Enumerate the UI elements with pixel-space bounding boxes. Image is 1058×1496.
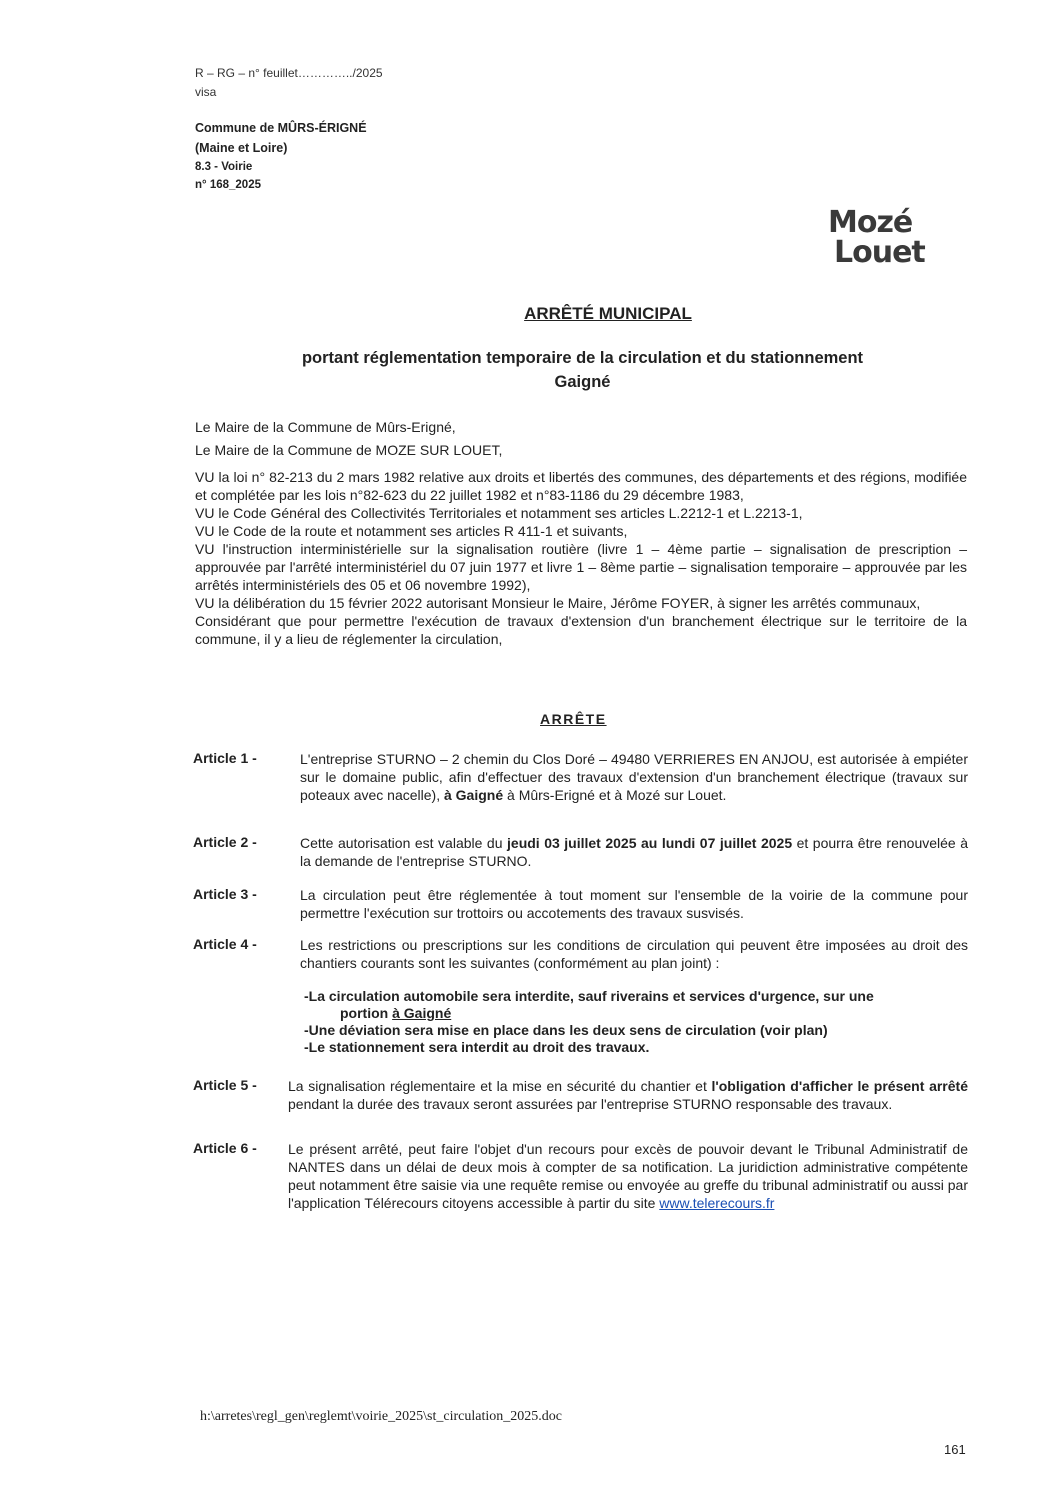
logo-line-1: Mozé bbox=[828, 205, 913, 240]
moze-louet-logo bbox=[828, 205, 925, 280]
article-5-post: pendant la durée des travaux seront assurées par l'entreprise STURNO responsable des travaux. bbox=[288, 1096, 893, 1112]
arrete-number: n° 168_2025 bbox=[195, 179, 261, 191]
telerecours-link[interactable]: www.telerecours.fr bbox=[659, 1195, 775, 1211]
subtitle-line-1: portant réglementation temporaire de la circulation et du stationnement bbox=[301, 349, 864, 367]
page-number: 161 bbox=[944, 1442, 966, 1457]
intro-maire-1: Le Maire de la Commune de Mûrs-Erigné, bbox=[195, 419, 456, 435]
article-1-place: à Gaigné bbox=[443, 787, 504, 803]
reference-line: R – RG – n° feuillet…………../2025 bbox=[195, 66, 383, 80]
article-5-obligation: l'obligation d'afficher le présent arrêté bbox=[711, 1078, 968, 1094]
page-title: ARRÊTÉ MUNICIPAL bbox=[524, 304, 692, 323]
article-2-post: et pourra être renouvelée à la demande de l'entreprise STURNO. bbox=[300, 835, 968, 869]
article-4-list bbox=[300, 988, 968, 1056]
departement: (Maine et Loire) bbox=[195, 141, 288, 155]
restriction-place: à Gaigné bbox=[392, 1005, 452, 1021]
visa-item: VU l'instruction interministérielle sur la signalisation routière (livre 1 – 4ème partie – signalisation de prescription – approuvée par l'arrêté interministériel du 07 juin 1977 et livre 1 – 8ème partie – signalisation temporaire – approuvée par les arrêtés interministériels des 05 et 06 novembre 1992), bbox=[195, 541, 967, 593]
visa-line: visa bbox=[195, 85, 217, 99]
file-path: h:\arretes\regl_gen\reglemt\voirie_2025\st_circulation_2025.doc bbox=[200, 1409, 562, 1424]
subtitle bbox=[230, 346, 935, 394]
restriction-item-3: -Le stationnement sera interdit au droit des travaux. bbox=[304, 1039, 650, 1055]
article-6-body: Le présent arrêté, peut faire l'objet d'un recours pour excès de pouvoir devant le Tribunal Administratif de NANTES dans un délai de deux mois à compter de sa notification. La juridiction administrative compétente peut notamment être saisie via une requête remise ou envoyée au greffe du tribunal administratif ou aussi par l'application Télérecours citoyens accessible à partir du site bbox=[288, 1141, 968, 1211]
article-1-tail: à Mûrs-Erigné et à Mozé sur Louet. bbox=[503, 787, 727, 803]
restriction-item-1: -La circulation automobile sera interdite, sauf riverains et services d'urgence, sur une bbox=[304, 988, 874, 1004]
arrete-heading: ARRÊTE bbox=[540, 711, 607, 727]
restriction-item-1-cont: portion bbox=[340, 1005, 393, 1021]
visa-item: VU le Code de la route et notamment ses articles R 411-1 et suivants, bbox=[195, 523, 628, 539]
restriction-item-2: -Une déviation sera mise en place dans les deux sens de circulation (voir plan) bbox=[304, 1022, 828, 1038]
article-5-label: Article 5 - bbox=[193, 1077, 257, 1093]
article-5-text bbox=[288, 1077, 968, 1113]
article-2-text bbox=[300, 834, 968, 870]
article-1-label: Article 1 - bbox=[193, 750, 257, 766]
visa-item: VU la délibération du 15 février 2022 autorisant Monsieur le Maire, Jérôme FOYER, à signer les arrêtés communaux, bbox=[195, 595, 921, 611]
article-6-text bbox=[288, 1140, 968, 1212]
visa-item: VU la loi n° 82-213 du 2 mars 1982 relative aux droits et libertés des communes, des départements et des régions, modifiée et complétée par les lois n°82-623 du 22 juillet 1982 et n°83-1186 du 29 décembre 1983, bbox=[195, 469, 967, 503]
article-1-text bbox=[300, 750, 968, 804]
intro-maire-2: Le Maire de la Commune de MOZE SUR LOUET, bbox=[195, 442, 503, 458]
subtitle-line-2: Gaigné bbox=[554, 373, 611, 391]
article-4-text: Les restrictions ou prescriptions sur les conditions de circulation qui peuvent être imposées au droit des chantiers courants sont les suivantes (conformément au plan joint) : bbox=[300, 937, 968, 971]
article-3-text: La circulation peut être réglementée à tout moment sur l'ensemble de la voirie de la commune pour permettre l'exécution sur trottoirs ou accotements des travaux susvisés. bbox=[300, 887, 968, 921]
article-2-label: Article 2 - bbox=[193, 834, 257, 850]
considerant-item: Considérant que pour permettre l'exécution de travaux d'extension d'un branchement électrique sur le territoire de la commune, il y a lieu de réglementer la circulation, bbox=[195, 613, 967, 647]
article-6-label: Article 6 - bbox=[193, 1140, 257, 1156]
visas-block bbox=[195, 468, 967, 648]
article-1-body: L'entreprise STURNO – 2 chemin du Clos Doré – 49480 VERRIERES EN ANJOU, est autorisée à empiéter sur le domaine public, afin d'effectuer des travaux d'extension d'un branchement électrique (travaux sur poteaux avec nacelle), bbox=[300, 751, 968, 803]
article-2-dates: jeudi 03 juillet 2025 au lundi 07 juillet 2025 bbox=[507, 835, 793, 851]
article-2-pre: Cette autorisation est valable du bbox=[300, 835, 508, 851]
article-5-pre: La signalisation réglementaire et la mise en sécurité du chantier et bbox=[288, 1078, 712, 1094]
logo-line-2: Louet bbox=[834, 235, 925, 270]
article-4-label: Article 4 - bbox=[193, 936, 257, 952]
article-3-label: Article 3 - bbox=[193, 886, 257, 902]
rubrique: 8.3 - Voirie bbox=[195, 161, 253, 173]
visa-item: VU le Code Général des Collectivités Territoriales et notamment ses articles L.2212-1 et L.2213-1, bbox=[195, 505, 803, 521]
commune-name: Commune de MÛRS-ÉRIGNÉ bbox=[195, 121, 367, 135]
